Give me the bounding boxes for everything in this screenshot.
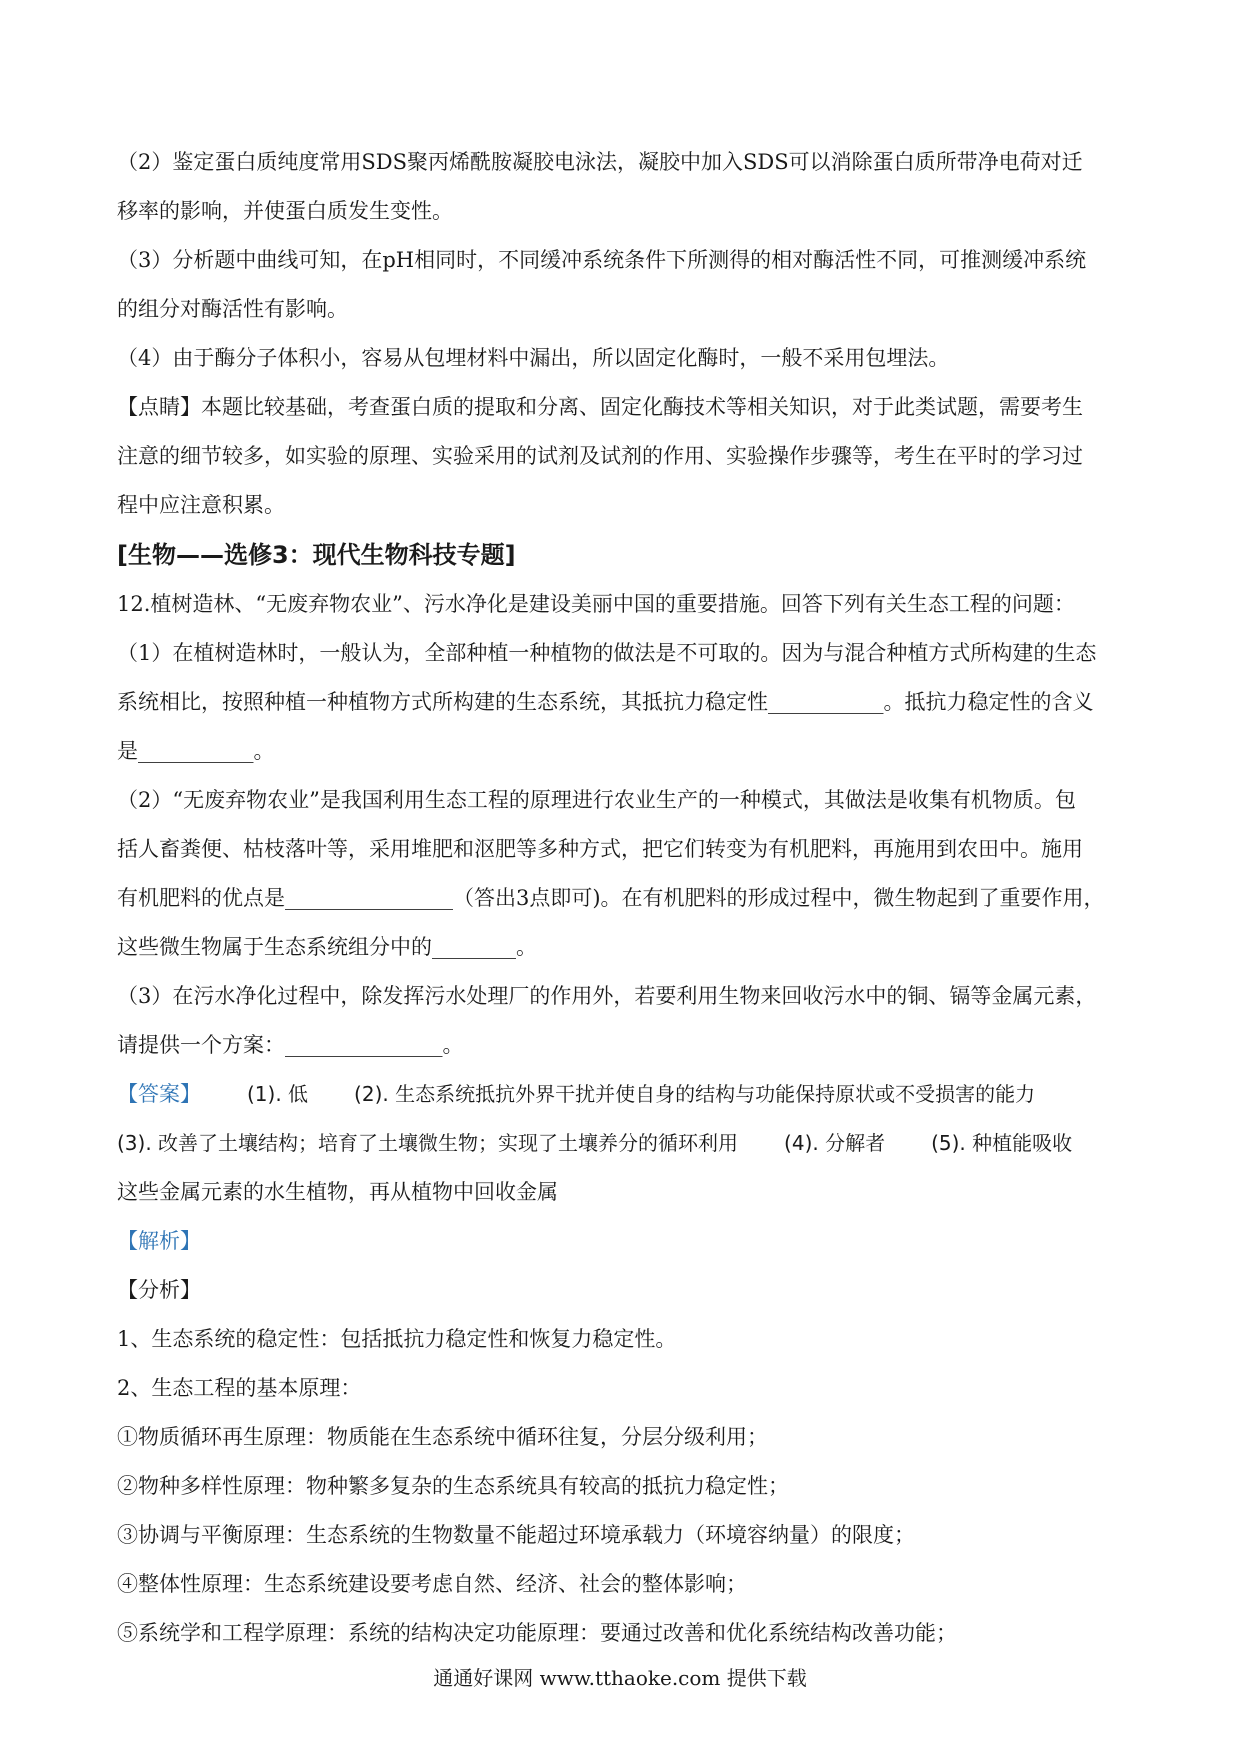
answer-item: (1). 低 bbox=[247, 1082, 309, 1106]
paragraph: （4）由于酶分子体积小，容易从包埋材料中漏出，所以固定化酶时，一般不采用包埋法。 bbox=[117, 346, 950, 370]
page-footer: 通通好课网 www.tthaoke.com 提供下载 bbox=[433, 1666, 807, 1690]
principle-item: ②物种多样性原理：物种繁多复杂的生态系统具有较高的抵抗力稳定性； bbox=[117, 1474, 789, 1498]
paragraph: 的组分对酶活性有影响。 bbox=[117, 297, 348, 321]
answer-line: 这些金属元素的水生植物，再从植物中回收金属 bbox=[117, 1180, 558, 1204]
analysis-subheading: 【分析】 bbox=[117, 1278, 201, 1302]
paragraph: 移率的影响，并使蛋白质发生变性。 bbox=[117, 199, 453, 223]
paragraph: （2）鉴定蛋白质纯度常用SDS聚丙烯酰胺凝胶电泳法，凝胶中加入SDS可以消除蛋白质所带净电荷对迁 bbox=[117, 150, 1083, 174]
analysis-point: 1、生态系统的稳定性：包括抵抗力稳定性和恢复力稳定性。 bbox=[117, 1327, 677, 1351]
answer-line bbox=[117, 1119, 1137, 1168]
principle-item: ⑤系统学和工程学原理：系统的结构决定功能原理：要通过改善和优化系统结构改善功能； bbox=[117, 1621, 957, 1645]
question-part: 这些微生物属于生态系统组分中的________。 bbox=[117, 935, 537, 959]
paragraph: （3）分析题中曲线可知，在pH相同时，不同缓冲系统条件下所测得的相对酶活性不同，可推测缓冲系统 bbox=[117, 248, 1087, 272]
principle-item: ④整体性原理：生态系统建设要考虑自然、经济、社会的整体影响； bbox=[117, 1572, 747, 1596]
question-part: 括人畜粪便、枯枝落叶等，采用堆肥和沤肥等多种方式，把它们转变为有机肥料，再施用到农田中。施用 bbox=[117, 837, 1083, 861]
answer-item: (5). 种植能吸收 bbox=[931, 1131, 1073, 1155]
commentary: 【点睛】本题比较基础，考查蛋白质的提取和分离、固定化酶技术等相关知识，对于此类试题，需要考生 bbox=[117, 395, 1083, 419]
commentary: 注意的细节较多，如实验的原理、实验采用的试剂及试剂的作用、实验操作步骤等，考生在平时的学习过 bbox=[117, 444, 1083, 468]
question-stem: 12.植树造林、“无废弃物农业”、污水净化是建设美丽中国的重要措施。回答下列有关生态工程的问题： bbox=[117, 592, 1075, 616]
analysis-tag: 【解析】 bbox=[117, 1229, 201, 1253]
question-part: 系统相比，按照种植一种植物方式所构建的生态系统，其抵抗力稳定性___________。抵抗力稳定性的含义 bbox=[117, 690, 1094, 714]
answer-item: (3). 改善了土壤结构；培育了土壤微生物；实现了土壤养分的循环利用 bbox=[117, 1131, 739, 1155]
analysis-point: 2、生态工程的基本原理： bbox=[117, 1376, 362, 1400]
question-part: （3）在污水净化过程中，除发挥污水处理厂的作用外，若要利用生物来回收污水中的铜、镉等金属元素， bbox=[117, 984, 1097, 1008]
question-part: 有机肥料的优点是________________（答出3点即可)。在有机肥料的形成过程中，微生物起到了重要作用， bbox=[117, 886, 1105, 910]
answer-item: (2). 生态系统抵抗外界干扰并使自身的结构与功能保持原状或不受损害的能力 bbox=[354, 1082, 1036, 1106]
question-part: （1）在植树造林时，一般认为，全部种植一种植物的做法是不可取的。因为与混合种植方式所构建的生态 bbox=[117, 641, 1097, 665]
principle-item: ③协调与平衡原理：生态系统的生物数量不能超过环境承载力（环境容纳量）的限度； bbox=[117, 1523, 915, 1547]
principle-item: ①物质循环再生原理：物质能在生态系统中循环往复，分层分级利用； bbox=[117, 1425, 768, 1449]
question-part: 请提供一个方案：_______________。 bbox=[117, 1033, 464, 1057]
answer-tag: 【答案】 bbox=[117, 1082, 201, 1106]
question-part: 是___________。 bbox=[117, 739, 275, 763]
question-part: （2）“无废弃物农业”是我国利用生态工程的原理进行农业生产的一种模式，其做法是收集有机物质。包 bbox=[117, 788, 1076, 812]
commentary: 程中应注意积累。 bbox=[117, 493, 285, 517]
answer-line bbox=[117, 1070, 1137, 1119]
answer-item: (4). 分解者 bbox=[784, 1131, 886, 1155]
page-content bbox=[117, 138, 1137, 1658]
section-heading: [生物——选修3：现代生物科技专题] bbox=[117, 541, 516, 569]
